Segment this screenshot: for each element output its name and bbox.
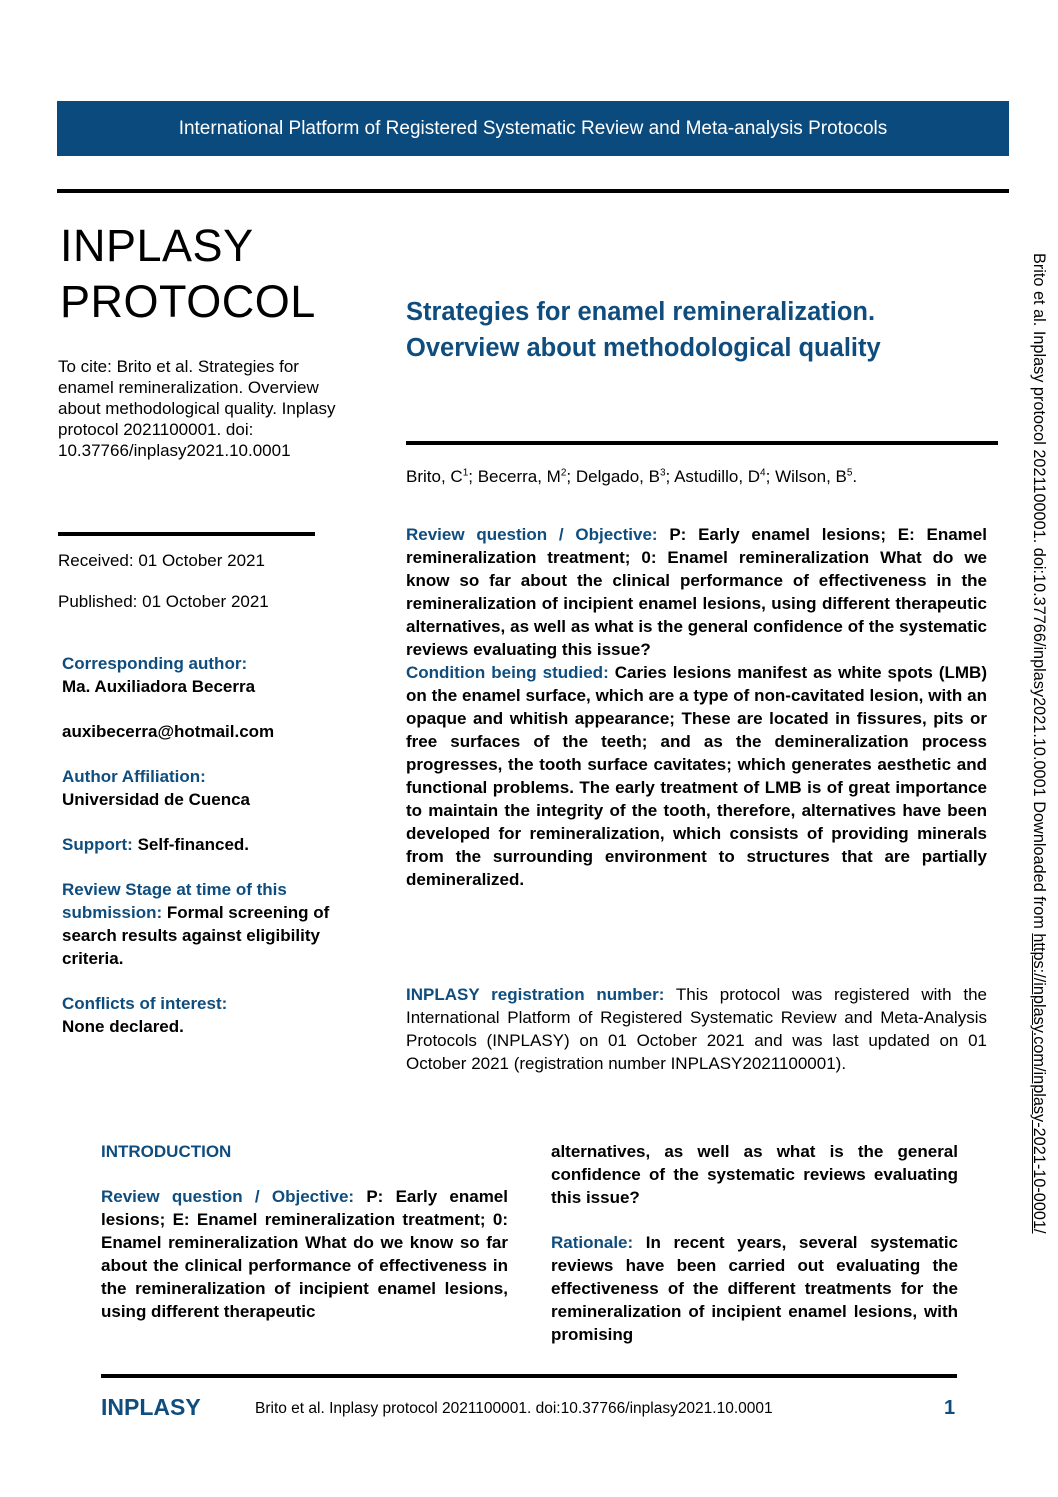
protocol-heading-line2: PROTOCOL xyxy=(60,276,316,327)
rationale-paragraph xyxy=(551,1231,958,1346)
registration-paragraph xyxy=(406,983,987,1075)
author: Brito, $C^1$; xyxy=(406,467,478,486)
review-question-label: Review question / Objective: xyxy=(406,525,658,544)
intro-rq-text: P: Early enamel lesions; E: Enamel remineralization treatment; 0: Enamel remineralization What do we know so far about the clinical performance of effectiveness in the remineralization of incipient enamel lesions, using different therapeutic xyxy=(101,1187,508,1321)
introduction-heading: INTRODUCTION xyxy=(101,1142,232,1161)
author: Wilson, $B^5$. xyxy=(775,467,858,486)
citation-text: To cite: Brito et al. Strategies for enamel remineralization. Overview about methodological quality. Inplasy protocol 2021100001. doi: 10.37766/inplasy2021.10.0001 xyxy=(58,357,336,460)
dates-block xyxy=(58,551,269,633)
intro-left-column xyxy=(101,1140,508,1345)
support-value: Self-financed. xyxy=(137,835,250,854)
page-number: 1 xyxy=(944,1397,956,1419)
published-date: Published: 01 October 2021 xyxy=(58,592,269,611)
intro-rq-label: Review question / Objective: xyxy=(101,1187,355,1206)
affiliation-value: Universidad de Cuenca xyxy=(62,790,251,809)
platform-banner: International Platform of Registered Systematic Review and Meta-analysis Protocols xyxy=(57,101,1009,156)
metadata-block xyxy=(62,652,352,1060)
conflicts-value: None declared. xyxy=(62,1017,184,1036)
received-date: Received: 01 October 2021 xyxy=(58,551,265,570)
support-label: Support: xyxy=(62,835,133,854)
stage-value: Formal screening of search results against eligibility criteria. xyxy=(62,903,330,968)
footer-brand: INPLASY xyxy=(101,1394,201,1420)
abstract-block xyxy=(406,523,987,891)
author: Delgado, $B^3$; xyxy=(575,467,675,486)
side-download-note xyxy=(1029,253,1048,1234)
footer-divider xyxy=(101,1374,957,1378)
side-note-text: Brito et al. Inplasy protocol 2021100001. doi:10.37766/inplasy2021.10.0001 Downloaded from xyxy=(1030,253,1048,934)
intro-rq-continued: alternatives, as well as what is the general confidence of the systematic reviews evaluating this issue? xyxy=(551,1142,958,1207)
author: Becerra, $M^2$; xyxy=(477,467,576,486)
affiliation-label: Author Affiliation: xyxy=(62,767,206,786)
registration-text: This protocol was registered with the International Platform of Registered Systematic Review and Meta-Analysis Protocols (INPLASY) on 01 October 2021 and was last updated on 01 October 2021 (registration number INPLASY2021100001). xyxy=(406,985,987,1073)
intro-right-column xyxy=(551,1140,958,1368)
article-title-line1: Strategies for enamel remineralization. xyxy=(406,298,876,326)
condition-paragraph xyxy=(406,661,987,891)
title-divider xyxy=(406,441,998,445)
intro-review-question xyxy=(101,1185,508,1323)
article-title xyxy=(406,294,1006,366)
footer-citation: Brito et al. Inplasy protocol 2021100001. doi:10.37766/inplasy2021.10.0001 xyxy=(255,1400,773,1417)
article-title-line2: Overview about methodological quality xyxy=(406,334,881,362)
author: Astudillo, $D^4$; xyxy=(674,467,776,486)
download-link[interactable]: https://inplasy.com/inplasy-2021-10-0001/ xyxy=(1030,933,1048,1234)
conflicts-label: Conflicts of interest: xyxy=(62,994,228,1013)
condition-label: Condition being studied: xyxy=(406,663,609,682)
top-divider xyxy=(57,189,1009,193)
left-divider xyxy=(58,532,315,536)
condition-text: Caries lesions manifest as white spots (LMB) on the enamel surface, which are a type of non-cavitated lesion, with an opaque and whitish appearance; These are located in fissures, pits or free surfaces of the teeth; and as the demineralization process progresses, the tooth surface cavitates; which generates aesthetic and functional problems. The early treatment of LMB is of great importance to maintain the integrity of the tooth, therefore, alternatives have been developed for remineralization, which consists of providing minerals from the surrounding environment to structures that are partially demineralized. xyxy=(406,663,987,889)
corresponding-name: Ma. Auxiliadora Becerra xyxy=(62,677,256,696)
registration-label: INPLASY registration number: xyxy=(406,985,665,1004)
rationale-label: Rationale: xyxy=(551,1233,634,1252)
review-question-text: P: Early enamel lesions; E: Enamel remineralization treatment; 0: Enamel remineralization What do we know so far about the clinical performance of effectiveness in the remineralization of incipient enamel lesions, using different therapeutic alternatives, as well as what is the general confidence of the systematic reviews evaluating this issue? xyxy=(406,525,987,659)
corresponding-label: Corresponding author: xyxy=(62,654,248,673)
author-email[interactable]: auxibecerra@hotmail.com xyxy=(62,722,275,741)
author-list xyxy=(406,467,857,487)
stage-label: Review Stage at time of this submission: xyxy=(62,880,287,922)
protocol-heading xyxy=(60,218,316,330)
review-question-paragraph xyxy=(406,523,987,661)
protocol-heading-line1: INPLASY xyxy=(60,220,254,271)
rationale-text: In recent years, several systematic reviews have been carried out evaluating the effectiveness of the different treatments for the remineralization of incipient enamel lesions, with promising xyxy=(551,1233,958,1344)
